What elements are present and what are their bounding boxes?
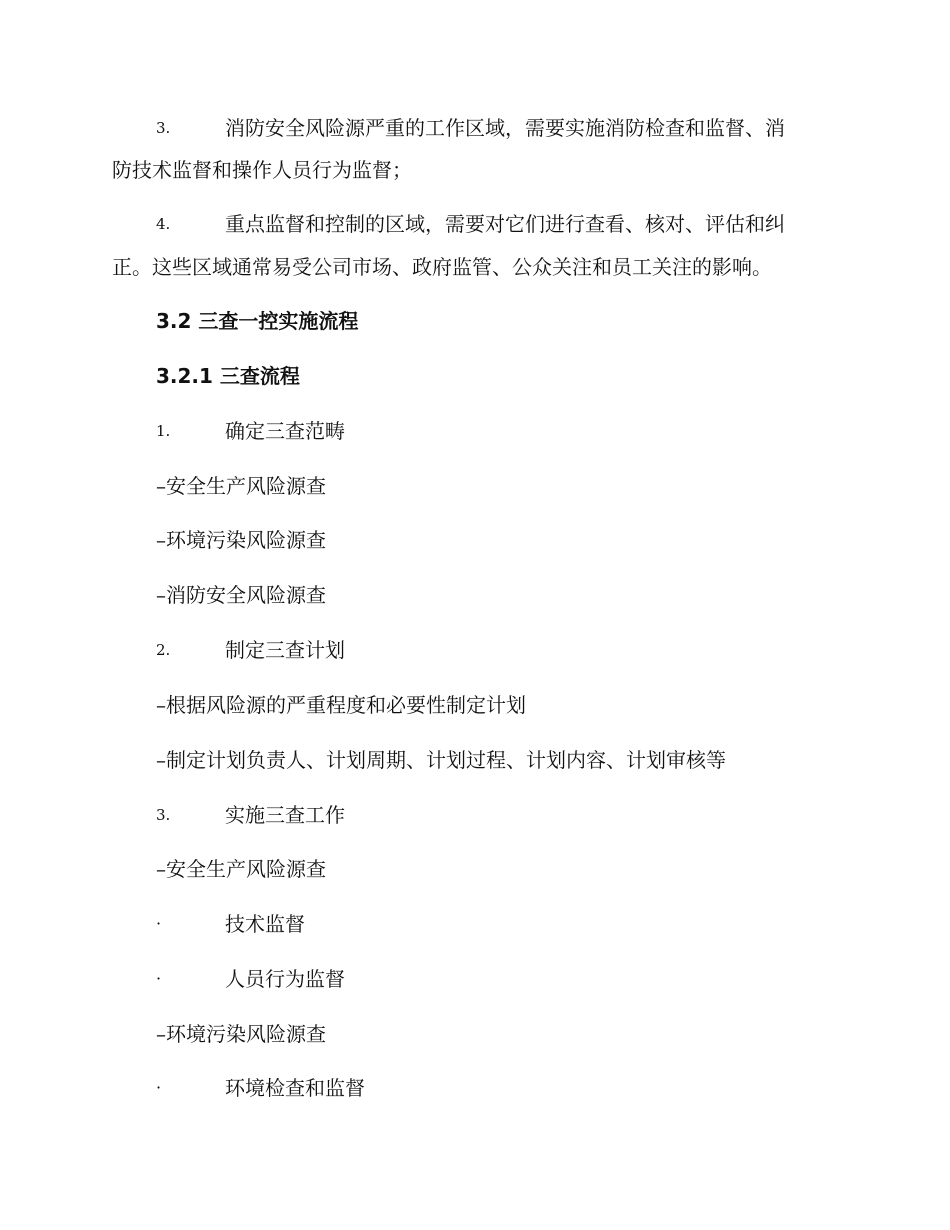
dash-item: –环境污染风险源查 [156,528,326,552]
subsection-heading: 3.2.1 三查流程 [156,364,300,388]
paragraph-line: 正。这些区域通常易受公司市场、政府监管、公众关注和员工关注的影响。 [112,255,772,279]
list-number: 3. [156,119,171,137]
bullet-dot: · [156,914,162,933]
dash-item: –安全生产风险源查 [156,474,326,498]
paragraph-line: 防技术监督和操作人员行为监督； [112,158,412,182]
step-title: 实施三查工作 [225,803,345,827]
bullet-item: 环境检查和监督 [225,1076,365,1100]
step-title: 制定三查计划 [225,638,345,662]
bullet-item: 人员行为监督 [225,967,345,991]
bullet-item: 技术监督 [225,912,305,936]
dash-item: –消防安全风险源查 [156,583,326,607]
paragraph-line: 重点监督和控制的区域，需要对它们进行查看、核对、评估和纠 [225,212,785,236]
list-number: 4. [156,215,171,233]
dash-item: –制定计划负责人、计划周期、计划过程、计划内容、计划审核等 [156,748,726,772]
dash-item: –安全生产风险源查 [156,857,326,881]
section-heading: 3.2 三查一控实施流程 [156,309,359,333]
step-title: 确定三查范畴 [225,419,345,443]
list-number: 3. [156,806,171,824]
list-number: 1. [156,422,171,440]
bullet-dot: · [156,1078,162,1097]
list-number: 2. [156,641,171,659]
dash-item: –环境污染风险源查 [156,1022,326,1046]
bullet-dot: · [156,969,162,988]
paragraph-line: 消防安全风险源严重的工作区域，需要实施消防检查和监督、消 [225,116,785,140]
dash-item: –根据风险源的严重程度和必要性制定计划 [156,693,526,717]
